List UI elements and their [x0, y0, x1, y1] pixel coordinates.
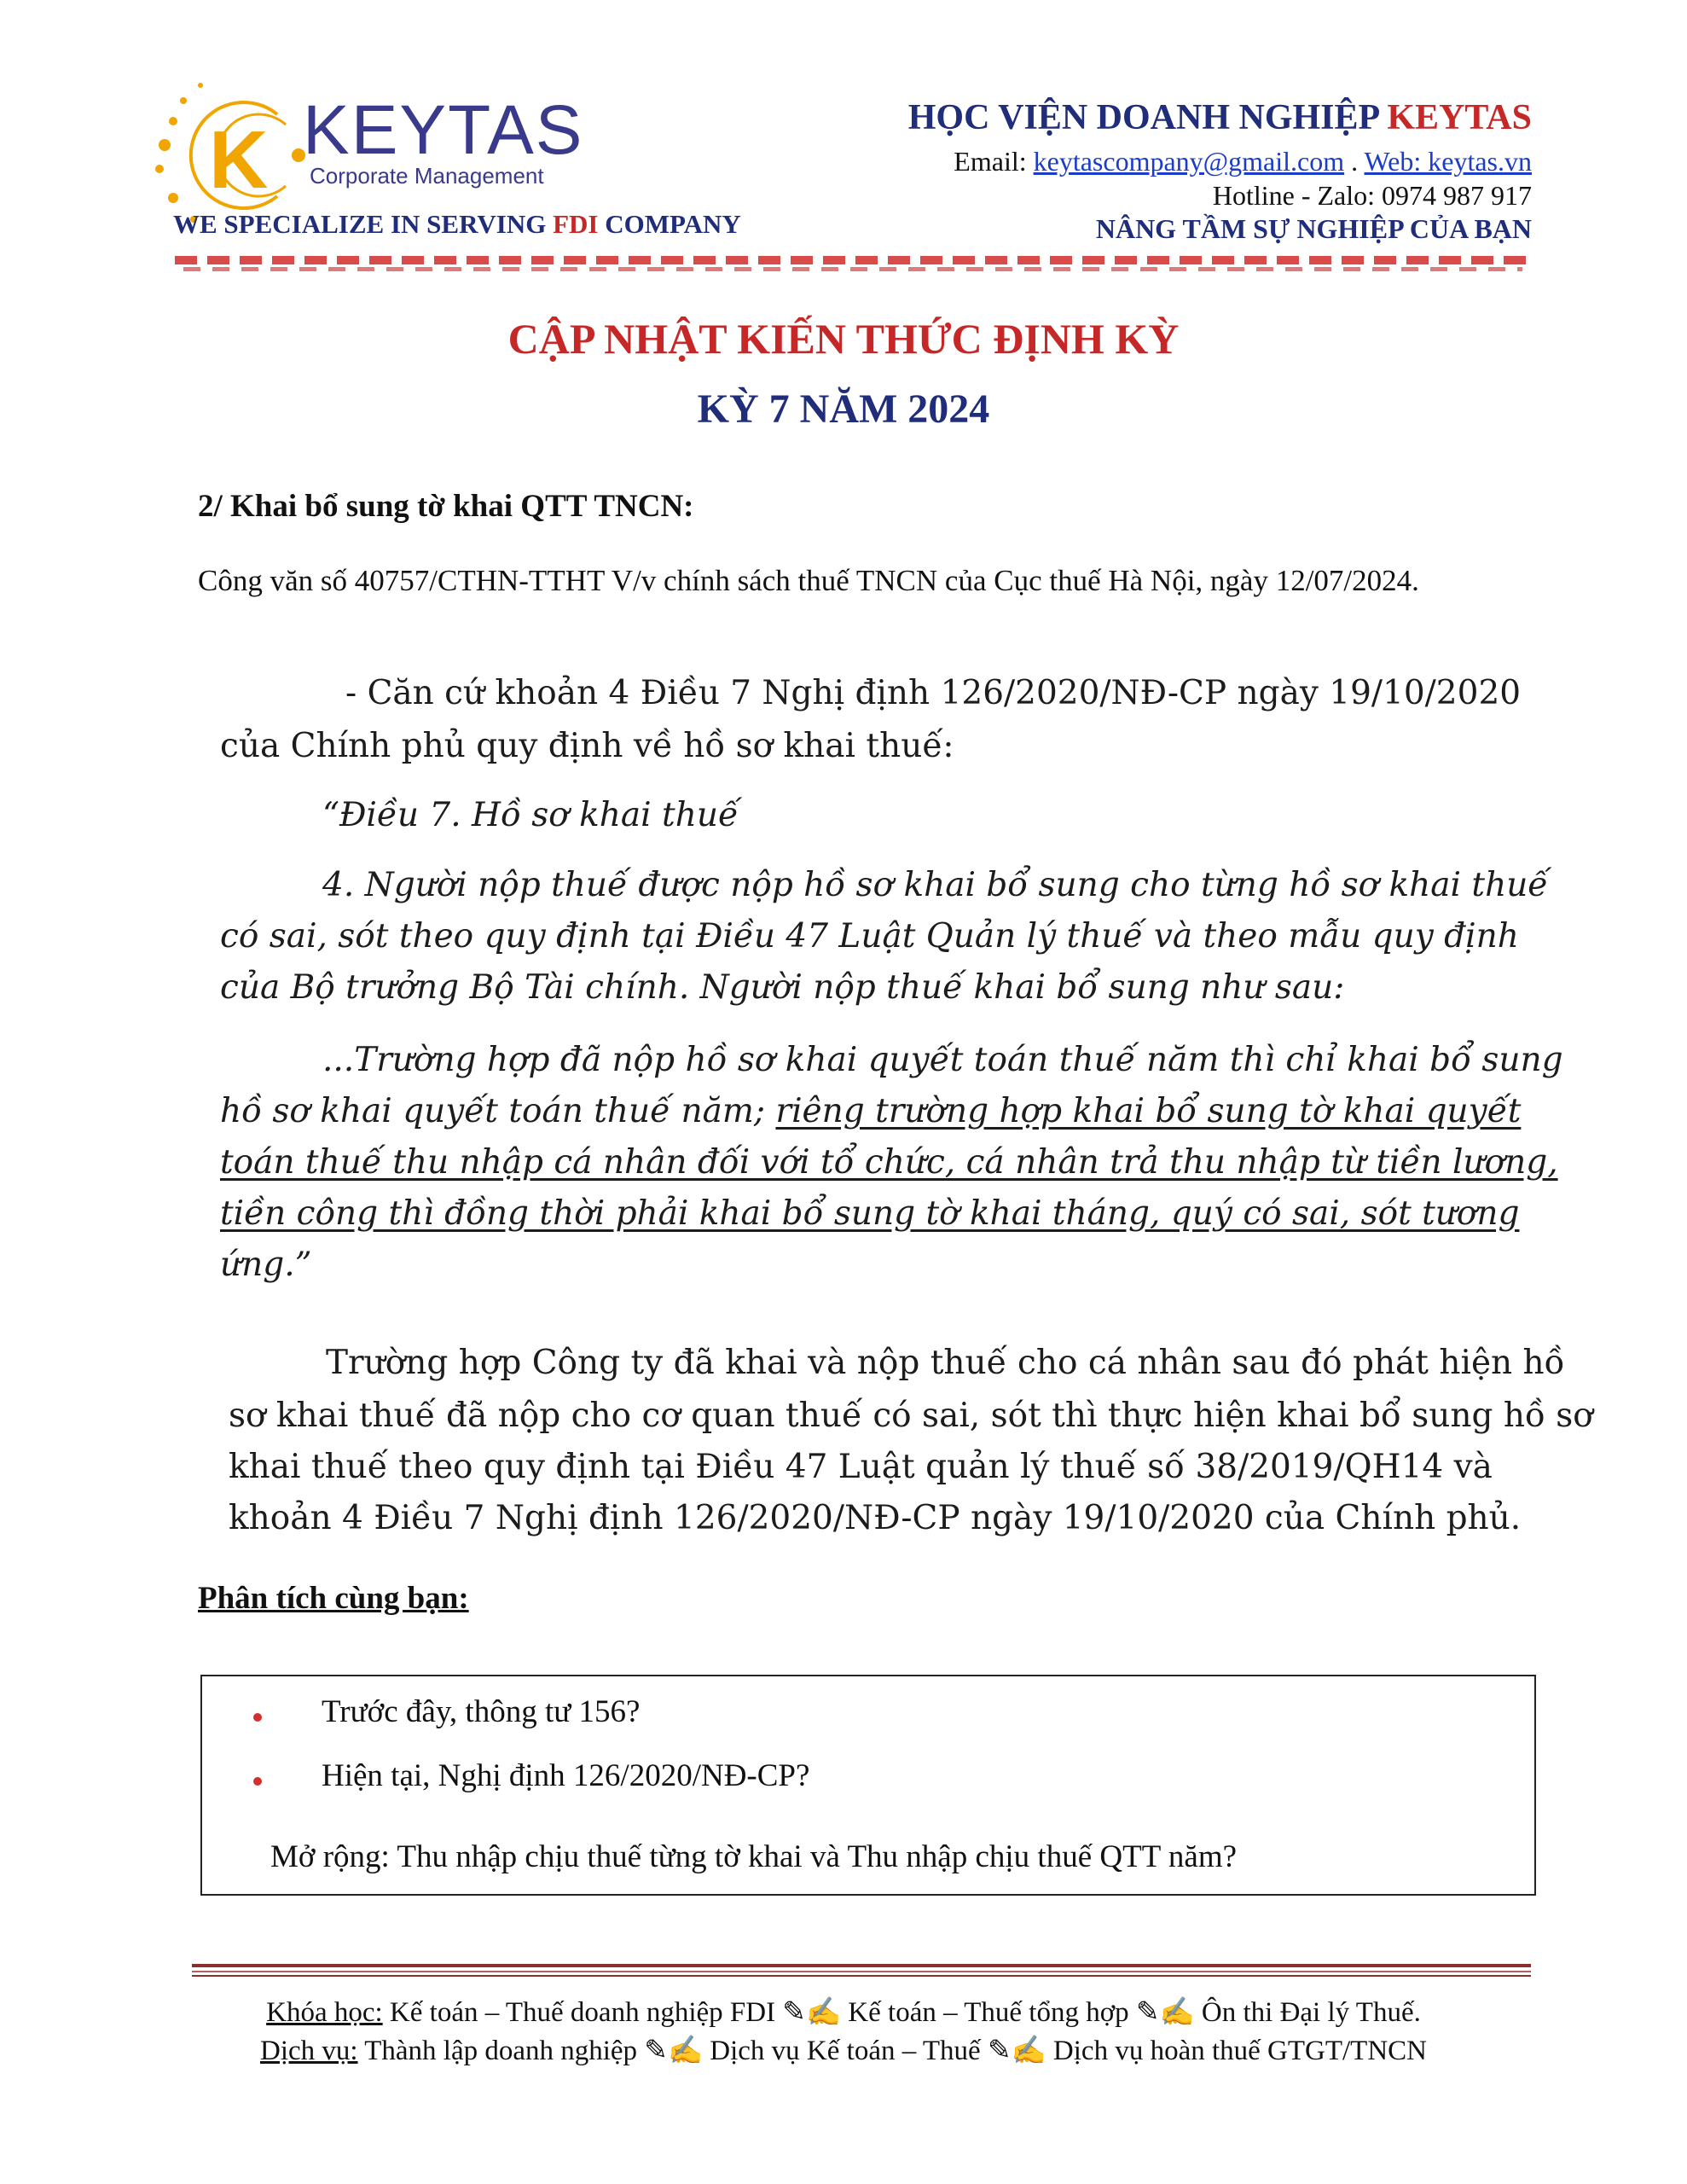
excerpt-line: khai thuế theo quy định tại Điều 47 Luật quản lý thuế số 38/2019/QH14 và [229, 1448, 1493, 1486]
list-item: Hiện tại, Nghị định 126/2020/NĐ-CP? [322, 1758, 810, 1793]
list-item: Trước đây, thông tư 156? [322, 1694, 641, 1729]
page-title: CẬP NHẬT KIẾN THỨC ĐỊNH KỲ [507, 315, 1180, 363]
organization-name: HỌC VIỆN DOANH NGHIỆP KEYTAS [907, 98, 1532, 137]
extension-question: Mở rộng: Thu nhập chịu thuế từng tờ khai và Thu nhập chịu thuế QTT năm? [270, 1839, 1238, 1874]
bullet-icon [253, 1777, 262, 1786]
analysis-box [200, 1675, 1536, 1896]
slogan: WE SPECIALIZE IN SERVING FDI COMPANY [173, 209, 741, 239]
footer-divider [192, 1975, 1531, 1977]
hotline: Hotline - Zalo: 0974 987 917 [1212, 180, 1532, 211]
footer-divider [192, 1964, 1531, 1967]
contact-line: Email: keytascompany@gmail.com . Web: keytas.vn [954, 146, 1532, 177]
excerpt-line: toán thuế thu nhập cá nhân đối với tổ chức, cá nhân trả thu nhập từ tiền lương, [220, 1143, 1558, 1182]
excerpt-line: ứng.” [220, 1246, 312, 1284]
footer-courses: Khóa học: Kế toán – Thuế doanh nghiệp FDI ✎✍ Kế toán – Thuế tổng hợp ✎✍ Ôn thi Đại lý Thuế. [266, 1997, 1421, 2028]
email-link[interactable]: keytascompany@gmail.com [1033, 146, 1345, 177]
section-heading: 2/ Khai bổ sung tờ khai QTT TNCN: [198, 489, 694, 524]
footer-services: Dịch vụ: Thành lập doanh nghiệp ✎✍ Dịch vụ Kế toán – Thuế ✎✍ Dịch vụ hoàn thuế GTGT/TNCN [259, 2036, 1428, 2066]
web-link[interactable]: Web: keytas.vn [1364, 146, 1532, 177]
excerpt-line: sơ khai thuế đã nộp cho cơ quan thuế có sai, sót thì thực hiện khai bổ sung hồ sơ [229, 1397, 1593, 1435]
logo-wordmark: KEYTAS [303, 91, 584, 169]
excerpt-line: “Điều 7. Hồ sơ khai thuế [322, 796, 739, 834]
header-tagline: NÂNG TẦM SỰ NGHIỆP CỦA BẠN [1095, 213, 1532, 244]
excerpt-line: khoản 4 Điều 7 Nghị định 126/2020/NĐ-CP ngày 19/10/2020 của Chính phủ. [229, 1499, 1522, 1537]
svg-text:K: K [209, 114, 269, 206]
excerpt-line: có sai, sót theo quy định tại Điều 47 Luật Quản lý thuế và theo mẫu quy định [220, 917, 1519, 956]
excerpt-line: tiền công thì đồng thời phải khai bổ sung tờ khai tháng, quý có sai, sót tương [220, 1194, 1520, 1233]
excerpt-line: 4. Người nộp thuế được nộp hồ sơ khai bổ sung cho từng hồ sơ khai thuế [322, 866, 1549, 904]
bullet-icon [253, 1713, 262, 1722]
intro-paragraph: Công văn số 40757/CTHN-TTHT V/v chính sách thuế TNCN của Cục thuế Hà Nội, ngày 12/07/2024. [198, 564, 1419, 597]
excerpt-line: ...Trường hợp đã nộp hồ sơ khai quyết toán thuế năm thì chỉ khai bổ sung [322, 1041, 1563, 1079]
header-divider [175, 256, 1531, 264]
analysis-heading: Phân tích cùng bạn: [198, 1581, 469, 1616]
excerpt-line: hồ sơ khai quyết toán thuế năm; riêng trường hợp khai bổ sung tờ khai quyết [220, 1092, 1522, 1130]
logo-tagline: Corporate Management [310, 163, 544, 189]
page-subtitle: KỲ 7 NĂM 2024 [697, 386, 990, 432]
excerpt-line: - Căn cứ khoản 4 Điều 7 Nghị định 126/2020/NĐ-CP ngày 19/10/2020 [345, 674, 1522, 712]
header-divider-secondary [183, 267, 1522, 271]
excerpt-line: của Bộ trưởng Bộ Tài chính. Người nộp thuế khai bổ sung như sau: [220, 968, 1345, 1007]
excerpt-line: Trường hợp Công ty đã khai và nộp thuế cho cá nhân sau đó phát hiện hồ [326, 1344, 1565, 1382]
footer-divider [192, 1971, 1531, 1972]
excerpt-line: của Chính phủ quy định về hồ sơ khai thuế: [220, 727, 954, 765]
